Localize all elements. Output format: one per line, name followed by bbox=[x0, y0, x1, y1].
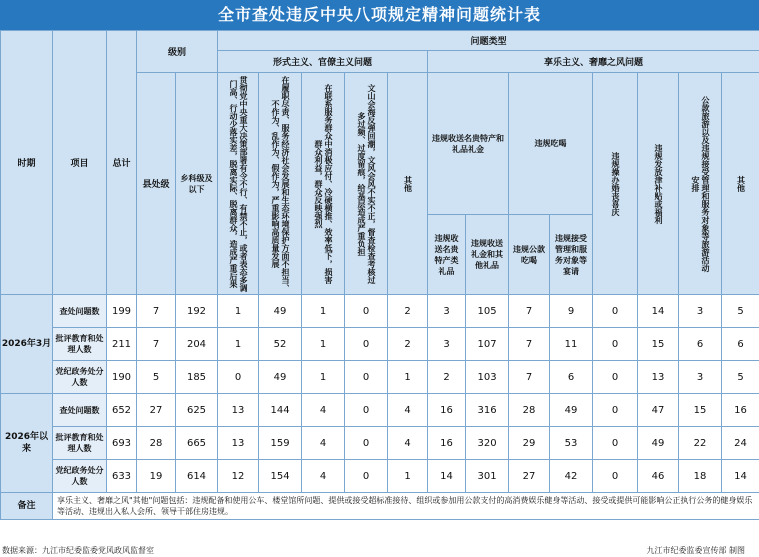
header-hedonism-gift: 违规收送名贵特产和礼品礼金 bbox=[428, 73, 509, 215]
value-cell: 16 bbox=[428, 394, 466, 427]
value-cell: 1 bbox=[218, 328, 259, 361]
value-cell: 2 bbox=[388, 295, 428, 328]
value-cell: 13 bbox=[218, 427, 259, 460]
value-cell: 15 bbox=[638, 328, 679, 361]
value-cell: 5 bbox=[722, 361, 759, 394]
value-cell: 9 bbox=[550, 295, 593, 328]
value-cell: 3 bbox=[679, 295, 722, 328]
value-cell: 0 bbox=[345, 427, 388, 460]
value-cell: 103 bbox=[466, 361, 509, 394]
note-text: 享乐主义、奢靡之风"其他"问题包括：违规配备和使用公车、楼堂馆所问题、提供或接受超标准接待、组织或参加用公款支付的高消费娱乐健身等活动、接受或提供可能影响公正执行公务的健身娱乐等活动、违规出入私人会所、领导干部住房违规。 bbox=[53, 493, 759, 520]
header-hedonism-wedding: 违规操办婚丧喜庆 bbox=[593, 73, 638, 295]
value-cell: 211 bbox=[107, 328, 137, 361]
value-cell: 0 bbox=[345, 460, 388, 493]
value-cell: 1 bbox=[302, 361, 345, 394]
value-cell: 633 bbox=[107, 460, 137, 493]
value-cell: 0 bbox=[593, 460, 638, 493]
value-cell: 13 bbox=[638, 361, 679, 394]
value-cell: 105 bbox=[466, 295, 509, 328]
value-cell: 7 bbox=[137, 328, 176, 361]
value-cell: 107 bbox=[466, 328, 509, 361]
header-formalism: 形式主义、官僚主义问题 bbox=[218, 51, 428, 73]
value-cell: 4 bbox=[302, 427, 345, 460]
project-cell: 党纪政务处分人数 bbox=[53, 361, 107, 394]
value-cell: 665 bbox=[176, 427, 218, 460]
header-hedonism: 享乐主义、奢靡之风问题 bbox=[428, 51, 759, 73]
header-gift-specialty: 违规收送名贵特产类礼品 bbox=[428, 215, 466, 295]
header-formalism-col1: 贯彻党中央重大决策部署有令不行、有禁不止，或者表态多调门高、行动少落实差，脱离实际、脱离群众，造成严重后果 bbox=[218, 73, 259, 295]
value-cell: 0 bbox=[345, 361, 388, 394]
project-cell: 查处问题数 bbox=[53, 295, 107, 328]
source-footer bbox=[0, 544, 759, 557]
value-cell: 652 bbox=[107, 394, 137, 427]
value-cell: 7 bbox=[509, 295, 550, 328]
value-cell: 1 bbox=[388, 361, 428, 394]
value-cell: 19 bbox=[137, 460, 176, 493]
table-row bbox=[1, 295, 759, 328]
value-cell: 42 bbox=[550, 460, 593, 493]
value-cell: 47 bbox=[638, 394, 679, 427]
value-cell: 144 bbox=[259, 394, 302, 427]
table-row bbox=[1, 394, 759, 427]
value-cell: 6 bbox=[679, 328, 722, 361]
value-cell: 49 bbox=[550, 394, 593, 427]
value-cell: 1 bbox=[302, 295, 345, 328]
value-cell: 0 bbox=[593, 328, 638, 361]
value-cell: 0 bbox=[218, 361, 259, 394]
value-cell: 13 bbox=[218, 394, 259, 427]
header-formalism-col3: 在联系服务群众中消极应付、冷硬横推、效率低下，损害群众利益，群众反映强烈 bbox=[302, 73, 345, 295]
header-level: 级别 bbox=[137, 31, 218, 73]
value-cell: 46 bbox=[638, 460, 679, 493]
value-cell: 0 bbox=[593, 361, 638, 394]
header-hedonism-tour: 公款旅游以及违规接受管理和服务对象等旅游活动安排 bbox=[679, 73, 722, 295]
value-cell: 1 bbox=[302, 328, 345, 361]
value-cell: 2 bbox=[428, 361, 466, 394]
value-cell: 190 bbox=[107, 361, 137, 394]
value-cell: 0 bbox=[345, 394, 388, 427]
header-formalism-col4: 文山会海反弹回潮，文风会风不实不正，督查检查考核过多过频、过度留痕，给基层造成严重负担 bbox=[345, 73, 388, 295]
value-cell: 4 bbox=[302, 394, 345, 427]
header-eat-public: 违规公款吃喝 bbox=[509, 215, 550, 295]
value-cell: 22 bbox=[679, 427, 722, 460]
value-cell: 0 bbox=[593, 427, 638, 460]
header-eat-banquet: 违规接受管理和服务对象等宴请 bbox=[550, 215, 593, 295]
value-cell: 27 bbox=[137, 394, 176, 427]
value-cell: 7 bbox=[509, 328, 550, 361]
stats-table bbox=[0, 30, 759, 520]
project-cell: 党纪政务处分人数 bbox=[53, 460, 107, 493]
note-label: 备注 bbox=[1, 493, 53, 520]
value-cell: 185 bbox=[176, 361, 218, 394]
value-cell: 3 bbox=[428, 328, 466, 361]
header-formalism-col2: 在履职尽责、服务经济社会发展和生态环境保护方面不担当、不作为、乱作为、假作为，严重影响高质量发展 bbox=[259, 73, 302, 295]
value-cell: 693 bbox=[107, 427, 137, 460]
value-cell: 49 bbox=[638, 427, 679, 460]
value-cell: 14 bbox=[722, 460, 759, 493]
value-cell: 28 bbox=[137, 427, 176, 460]
page-title: 全市查处违反中央八项规定精神问题统计表 bbox=[0, 0, 759, 30]
value-cell: 154 bbox=[259, 460, 302, 493]
period-cell: 2026年以来 bbox=[1, 394, 53, 493]
value-cell: 6 bbox=[550, 361, 593, 394]
value-cell: 1 bbox=[218, 295, 259, 328]
value-cell: 0 bbox=[345, 328, 388, 361]
header-formalism-other: 其他 bbox=[388, 73, 428, 295]
header-county-level: 县处级 bbox=[137, 73, 176, 295]
value-cell: 27 bbox=[509, 460, 550, 493]
value-cell: 24 bbox=[722, 427, 759, 460]
project-cell: 批评教育和处理人数 bbox=[53, 328, 107, 361]
value-cell: 4 bbox=[388, 394, 428, 427]
value-cell: 11 bbox=[550, 328, 593, 361]
value-cell: 18 bbox=[679, 460, 722, 493]
header-hedonism-eat: 违规吃喝 bbox=[509, 73, 593, 215]
header-township-below: 乡科级及以下 bbox=[176, 73, 218, 295]
value-cell: 301 bbox=[466, 460, 509, 493]
table-row bbox=[1, 328, 759, 361]
value-cell: 614 bbox=[176, 460, 218, 493]
period-cell: 2026年3月 bbox=[1, 295, 53, 394]
value-cell: 199 bbox=[107, 295, 137, 328]
header-gift-money: 违规收送礼金和其他礼品 bbox=[466, 215, 509, 295]
value-cell: 3 bbox=[679, 361, 722, 394]
value-cell: 320 bbox=[466, 427, 509, 460]
header-issue-type: 问题类型 bbox=[218, 31, 759, 51]
value-cell: 1 bbox=[388, 460, 428, 493]
value-cell: 12 bbox=[218, 460, 259, 493]
source-right: 九江市纪委监委宣传部 制图 bbox=[646, 546, 745, 555]
value-cell: 49 bbox=[259, 295, 302, 328]
value-cell: 6 bbox=[722, 328, 759, 361]
value-cell: 16 bbox=[428, 427, 466, 460]
header-period: 时期 bbox=[1, 31, 53, 295]
value-cell: 14 bbox=[638, 295, 679, 328]
value-cell: 16 bbox=[722, 394, 759, 427]
value-cell: 14 bbox=[428, 460, 466, 493]
header-total: 总计 bbox=[107, 31, 137, 295]
source-left: 数据来源：九江市纪委监委党风政风监督室 bbox=[2, 546, 154, 555]
value-cell: 4 bbox=[302, 460, 345, 493]
value-cell: 0 bbox=[593, 394, 638, 427]
value-cell: 316 bbox=[466, 394, 509, 427]
value-cell: 4 bbox=[388, 427, 428, 460]
value-cell: 53 bbox=[550, 427, 593, 460]
table-row bbox=[1, 460, 759, 493]
project-cell: 批评教育和处理人数 bbox=[53, 427, 107, 460]
table-row bbox=[1, 361, 759, 394]
value-cell: 5 bbox=[722, 295, 759, 328]
table-row bbox=[1, 427, 759, 460]
value-cell: 29 bbox=[509, 427, 550, 460]
value-cell: 0 bbox=[593, 295, 638, 328]
value-cell: 28 bbox=[509, 394, 550, 427]
value-cell: 15 bbox=[679, 394, 722, 427]
value-cell: 159 bbox=[259, 427, 302, 460]
value-cell: 7 bbox=[509, 361, 550, 394]
header-hedonism-allowance: 违规发放津补贴或福利 bbox=[638, 73, 679, 295]
value-cell: 192 bbox=[176, 295, 218, 328]
header-project: 项目 bbox=[53, 31, 107, 295]
value-cell: 0 bbox=[345, 295, 388, 328]
value-cell: 49 bbox=[259, 361, 302, 394]
project-cell: 查处问题数 bbox=[53, 394, 107, 427]
value-cell: 5 bbox=[137, 361, 176, 394]
value-cell: 625 bbox=[176, 394, 218, 427]
value-cell: 204 bbox=[176, 328, 218, 361]
value-cell: 7 bbox=[137, 295, 176, 328]
value-cell: 52 bbox=[259, 328, 302, 361]
value-cell: 3 bbox=[428, 295, 466, 328]
value-cell: 2 bbox=[388, 328, 428, 361]
header-hedonism-other: 其他 bbox=[722, 73, 759, 295]
